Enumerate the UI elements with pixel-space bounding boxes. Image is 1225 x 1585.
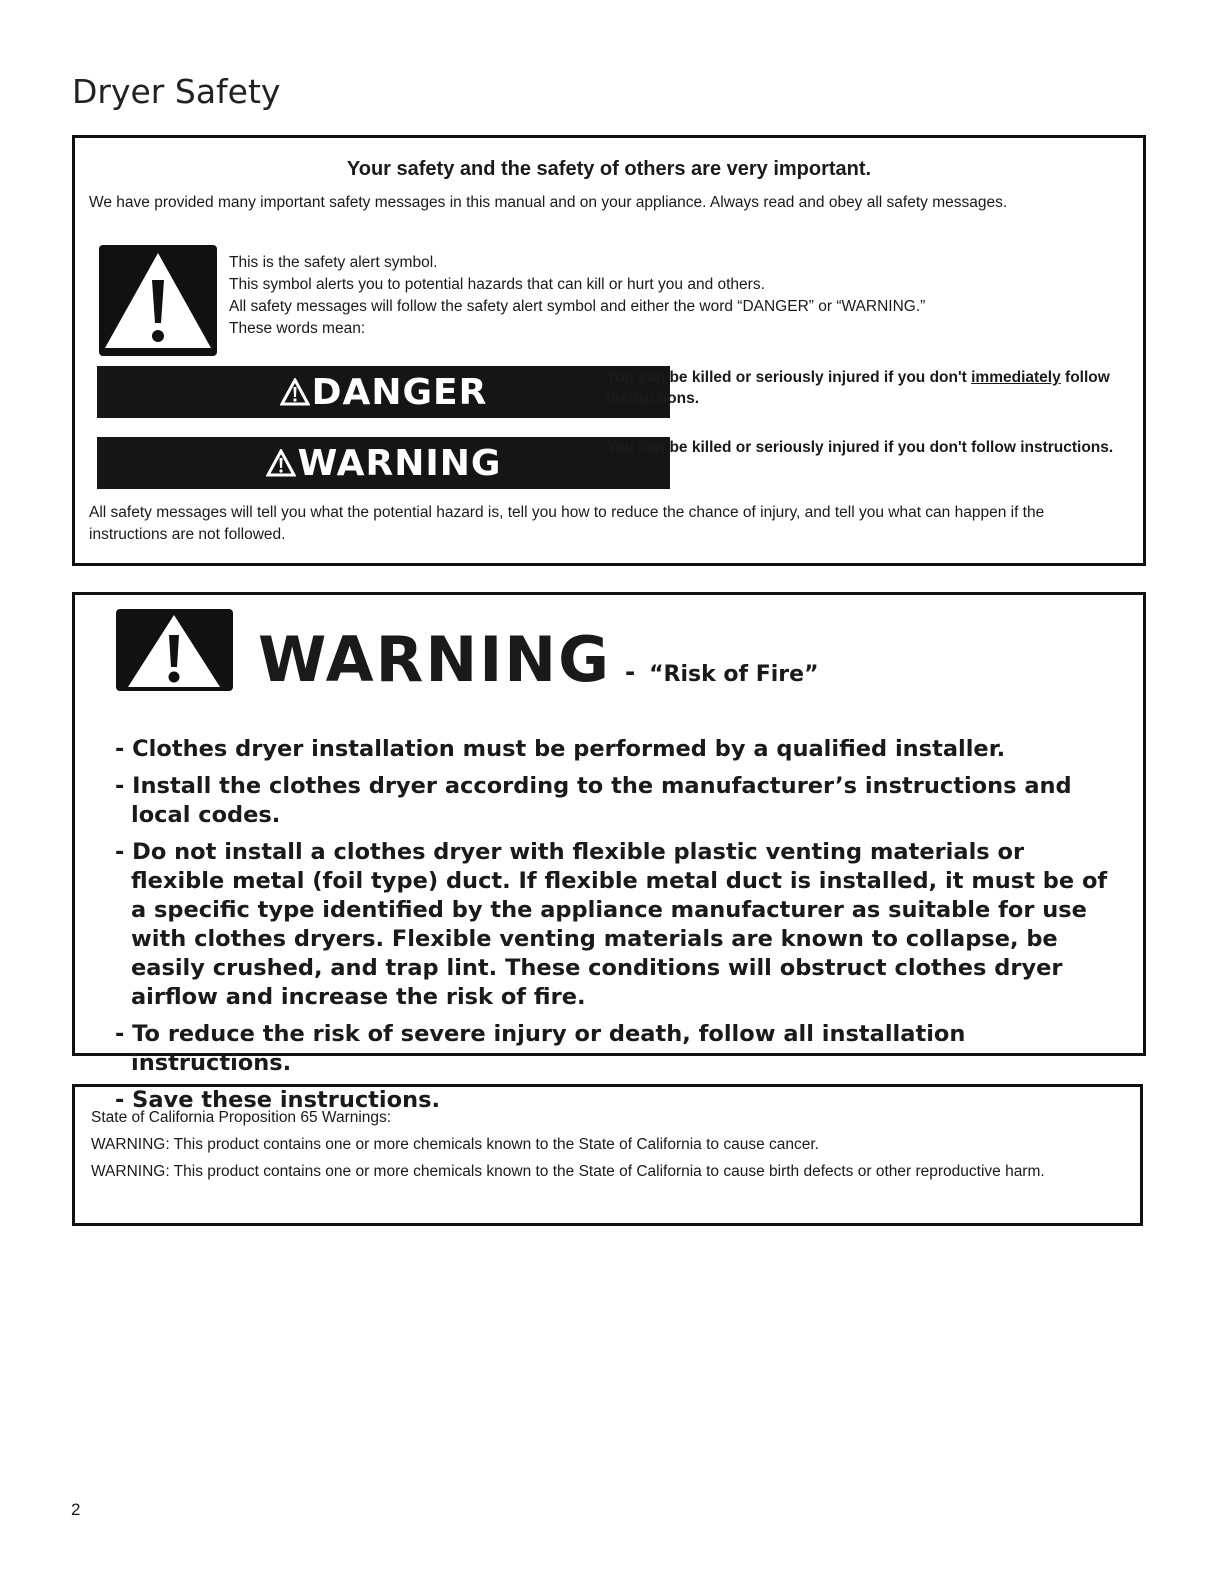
danger-description bbox=[606, 367, 1126, 409]
safety-heading: Your safety and the safety of others are very important. bbox=[346, 158, 872, 180]
alert-line: These words mean: bbox=[229, 320, 366, 337]
fire-warning-list bbox=[115, 735, 1113, 1123]
alert-symbol-explanation bbox=[229, 252, 925, 338]
safety-alert-icon bbox=[280, 378, 310, 406]
safety-intro: We have provided many important safety messages in this manual and on your appliance. Always read and obey all safety messages. bbox=[89, 194, 1008, 211]
page-title: Dryer Safety bbox=[72, 72, 281, 111]
list-item: - Clothes dryer installation must be performed by a qualified installer. bbox=[115, 736, 1006, 762]
fire-warning-box bbox=[72, 592, 1146, 1113]
safety-info-box bbox=[72, 135, 1146, 566]
danger-signal-bar bbox=[97, 366, 670, 418]
fire-warning-title bbox=[258, 623, 819, 696]
fire-warning-word: WARNING bbox=[258, 623, 612, 696]
fire-warning-subtitle: “Risk of Fire” bbox=[649, 662, 819, 687]
list-item: - Do not install a clothes dryer with flexible plastic venting materials or flexible metal (foil type) duct. If flexible metal duct is installed, it must be of a specific type identified by the appliance manufacturer as suitable for use with clothes dryers. Flexible venting materials are known to collapse, be easily crushed, and trap lint. These conditions will obstruct clothes dryer airflow and increase the risk of fire. bbox=[115, 839, 1108, 1010]
prop65-line: WARNING: This product contains one or more chemicals known to the State of California to cause cancer. bbox=[91, 1136, 819, 1153]
alert-line: This is the safety alert symbol. bbox=[229, 254, 438, 271]
list-item: - Install the clothes dryer according to the manufacturer’s instructions and local codes. bbox=[115, 773, 1072, 828]
alert-line: This symbol alerts you to potential hazards that can kill or hurt you and others. bbox=[229, 276, 765, 293]
prop65-line: State of California Proposition 65 Warnings: bbox=[91, 1109, 392, 1126]
list-item: - To reduce the risk of severe injury or death, follow all installation instructions. bbox=[115, 1021, 966, 1076]
prop65-box bbox=[72, 1084, 1143, 1226]
warning-label: WARNING bbox=[297, 442, 502, 484]
safety-alert-icon bbox=[266, 449, 296, 477]
danger-desc-emphasis: immediately bbox=[971, 369, 1061, 386]
warning-signal-bar bbox=[97, 437, 670, 489]
page-number: 2 bbox=[71, 1500, 81, 1519]
fire-warning-separator: - bbox=[625, 655, 636, 688]
alert-line: All safety messages will follow the safety alert symbol and either the word “DANGER” or “WARNING.” bbox=[229, 298, 926, 315]
danger-desc-text: You can be killed or seriously injured if you don't bbox=[606, 369, 972, 386]
prop65-lines bbox=[91, 1107, 1100, 1188]
warning-description: You can be killed or seriously injured if you don't follow instructions. bbox=[606, 439, 1114, 456]
safety-footer: All safety messages will tell you what the potential hazard is, tell you how to reduce the chance of injury, and tell you what can happen if the instructions are not followed. bbox=[89, 504, 1045, 543]
safety-alert-icon bbox=[116, 609, 233, 691]
prop65-line: WARNING: This product contains one or more chemicals known to the State of California to cause birth defects or other reproductive harm. bbox=[91, 1163, 1045, 1180]
warning-signal-word bbox=[266, 443, 502, 484]
safety-alert-icon bbox=[99, 245, 217, 356]
list-item: - Save these instructions. bbox=[115, 1087, 441, 1113]
danger-label: DANGER bbox=[311, 371, 488, 413]
danger-signal-word bbox=[280, 372, 488, 413]
danger-desc-text-end: follow instructions. bbox=[606, 369, 1110, 407]
